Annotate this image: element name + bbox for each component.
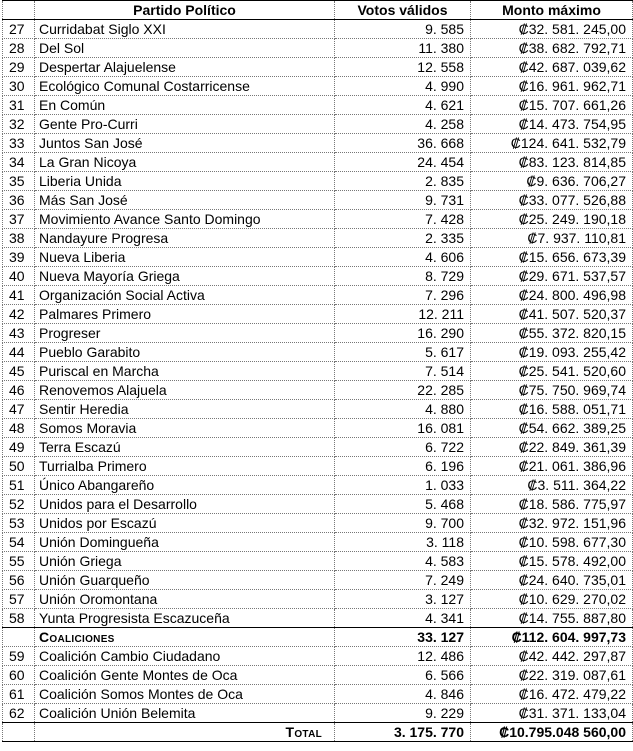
- coalitions-label: Coaliciones: [35, 628, 335, 647]
- party-name-cell: Turrialba Primero: [35, 457, 335, 476]
- amount-cell: ₡124. 641. 532,79: [471, 134, 633, 153]
- table-row: [3, 39, 633, 58]
- votes-cell: 4. 583: [335, 552, 471, 571]
- number-cell: 49: [3, 438, 35, 457]
- number-cell: 32: [3, 115, 35, 134]
- number-cell: 58: [3, 609, 35, 628]
- party-name-cell: Unidos para el Desarrollo: [35, 495, 335, 514]
- party-name-cell: Unión Oromontana: [35, 590, 335, 609]
- party-name-cell: Único Abangareño: [35, 476, 335, 495]
- votes-cell: 4. 341: [335, 609, 471, 628]
- party-name-cell: Coalición Somos Montes de Oca: [35, 685, 335, 704]
- number-cell: 27: [3, 20, 35, 39]
- amount-cell: ₡25. 249. 190,18: [471, 210, 633, 229]
- party-name-cell: Unión Griega: [35, 552, 335, 571]
- party-name-cell: Yunta Progresista Escazuceña: [35, 609, 335, 628]
- party-name-cell: Palmares Primero: [35, 305, 335, 324]
- table-row: [3, 495, 633, 514]
- number-cell: 37: [3, 210, 35, 229]
- number-cell: 43: [3, 324, 35, 343]
- header-votes: Votos válidos: [335, 1, 471, 20]
- party-name-cell: En Común: [35, 96, 335, 115]
- votes-cell: 5. 617: [335, 343, 471, 362]
- number-cell: 62: [3, 704, 35, 723]
- header-amount: Monto máximo: [471, 1, 633, 20]
- party-name-cell: Unión Guarqueño: [35, 571, 335, 590]
- amount-cell: ₡9. 636. 706,27: [471, 172, 633, 191]
- party-name-cell: Unión Domingueña: [35, 533, 335, 552]
- table-row: [3, 685, 633, 704]
- table-row: [3, 438, 633, 457]
- party-name-cell: Nandayure Progresa: [35, 229, 335, 248]
- amount-cell: ₡32. 972. 151,96: [471, 514, 633, 533]
- amount-cell: ₡14. 755. 887,80: [471, 609, 633, 628]
- votes-cell: 16. 290: [335, 324, 471, 343]
- amount-cell: ₡19. 093. 255,42: [471, 343, 633, 362]
- amount-cell: ₡24. 800. 496,98: [471, 286, 633, 305]
- table-row: [3, 400, 633, 419]
- table-row: [3, 362, 633, 381]
- table-row: [3, 305, 633, 324]
- party-name-cell: Movimiento Avance Santo Domingo: [35, 210, 335, 229]
- votes-cell: 12. 558: [335, 58, 471, 77]
- votes-cell: 6. 196: [335, 457, 471, 476]
- number-cell: 28: [3, 39, 35, 58]
- number-cell: 44: [3, 343, 35, 362]
- table-row: [3, 210, 633, 229]
- votes-cell: 9. 585: [335, 20, 471, 39]
- number-cell: 41: [3, 286, 35, 305]
- amount-cell: ₡38. 682. 792,71: [471, 39, 633, 58]
- party-name-cell: Puriscal en Marcha: [35, 362, 335, 381]
- amount-cell: ₡15. 578. 492,00: [471, 552, 633, 571]
- party-name-cell: Sentir Heredia: [35, 400, 335, 419]
- table-row: [3, 609, 633, 628]
- amount-cell: ₡22. 319. 087,61: [471, 666, 633, 685]
- votes-cell: 16. 081: [335, 419, 471, 438]
- table-row: [3, 552, 633, 571]
- votes-cell: 11. 380: [335, 39, 471, 58]
- party-name-cell: Más San José: [35, 191, 335, 210]
- number-cell: 61: [3, 685, 35, 704]
- votes-cell: 24. 454: [335, 153, 471, 172]
- votes-cell: 2. 835: [335, 172, 471, 191]
- votes-cell: 4. 621: [335, 96, 471, 115]
- votes-cell: 6. 722: [335, 438, 471, 457]
- table-row: [3, 419, 633, 438]
- amount-cell: ₡16. 472. 479,22: [471, 685, 633, 704]
- votes-cell: 7. 296: [335, 286, 471, 305]
- party-name-cell: Despertar Alajuelense: [35, 58, 335, 77]
- party-name-cell: Somos Moravia: [35, 419, 335, 438]
- number-cell: 54: [3, 533, 35, 552]
- coalitions-number-cell: [3, 628, 35, 647]
- votes-cell: 2. 335: [335, 229, 471, 248]
- table-row: [3, 514, 633, 533]
- table-row: [3, 647, 633, 666]
- amount-cell: ₡42. 442. 297,87: [471, 647, 633, 666]
- amount-cell: ₡31. 371. 133,04: [471, 704, 633, 723]
- table-row: [3, 571, 633, 590]
- party-name-cell: Renovemos Alajuela: [35, 381, 335, 400]
- number-cell: 42: [3, 305, 35, 324]
- amount-cell: ₡15. 656. 673,39: [471, 248, 633, 267]
- number-cell: 51: [3, 476, 35, 495]
- party-name-cell: La Gran Nicoya: [35, 153, 335, 172]
- amount-cell: ₡75. 750. 969,74: [471, 381, 633, 400]
- amount-cell: ₡25. 541. 520,60: [471, 362, 633, 381]
- table-row: [3, 20, 633, 39]
- header-party: Partido Político: [35, 1, 335, 20]
- table-row: [3, 533, 633, 552]
- votes-cell: 3. 118: [335, 533, 471, 552]
- table-row: [3, 115, 633, 134]
- party-name-cell: Coalición Gente Montes de Oca: [35, 666, 335, 685]
- amount-cell: ₡21. 061. 386,96: [471, 457, 633, 476]
- amount-cell: ₡18. 586. 775,97: [471, 495, 633, 514]
- party-name-cell: Progreser: [35, 324, 335, 343]
- table-row: [3, 267, 633, 286]
- amount-cell: ₡83. 123. 814,85: [471, 153, 633, 172]
- amount-cell: ₡3. 511. 364,22: [471, 476, 633, 495]
- party-name-cell: Terra Escazú: [35, 438, 335, 457]
- table-row: [3, 286, 633, 305]
- votes-cell: 7. 249: [335, 571, 471, 590]
- number-cell: 30: [3, 77, 35, 96]
- amount-cell: ₡29. 671. 537,57: [471, 267, 633, 286]
- number-cell: 55: [3, 552, 35, 571]
- votes-cell: 9. 731: [335, 191, 471, 210]
- table-row: [3, 324, 633, 343]
- table-row: [3, 153, 633, 172]
- party-name-cell: Nueva Liberia: [35, 248, 335, 267]
- amount-cell: ₡10. 629. 270,02: [471, 590, 633, 609]
- table-row: [3, 343, 633, 362]
- number-cell: 33: [3, 134, 35, 153]
- total-row: [3, 723, 633, 742]
- number-cell: 34: [3, 153, 35, 172]
- amount-cell: ₡42. 687. 039,62: [471, 58, 633, 77]
- votes-cell: 12. 211: [335, 305, 471, 324]
- votes-cell: 4. 258: [335, 115, 471, 134]
- number-cell: 36: [3, 191, 35, 210]
- votes-cell: 7. 428: [335, 210, 471, 229]
- number-cell: 53: [3, 514, 35, 533]
- number-cell: 29: [3, 58, 35, 77]
- votes-cell: 9. 700: [335, 514, 471, 533]
- amount-cell: ₡15. 707. 661,26: [471, 96, 633, 115]
- number-cell: 47: [3, 400, 35, 419]
- votes-cell: 3. 127: [335, 590, 471, 609]
- votes-cell: 36. 668: [335, 134, 471, 153]
- amount-cell: ₡32. 581. 245,00: [471, 20, 633, 39]
- party-name-cell: Coalición Unión Belemita: [35, 704, 335, 723]
- header-number: [3, 1, 35, 20]
- amount-cell: ₡54. 662. 389,25: [471, 419, 633, 438]
- party-name-cell: Gente Pro-Curri: [35, 115, 335, 134]
- number-cell: 57: [3, 590, 35, 609]
- party-name-cell: Ecológico Comunal Costarricense: [35, 77, 335, 96]
- amount-cell: ₡16. 588. 051,71: [471, 400, 633, 419]
- number-cell: 31: [3, 96, 35, 115]
- table-row: [3, 457, 633, 476]
- votes-cell: 22. 285: [335, 381, 471, 400]
- number-cell: 60: [3, 666, 35, 685]
- total-votes: 3. 175. 770: [335, 723, 471, 742]
- table-row: [3, 704, 633, 723]
- party-name-cell: Nueva Mayoría Griega: [35, 267, 335, 286]
- table-row: [3, 476, 633, 495]
- party-funding-table: [2, 0, 633, 742]
- table-row: [3, 666, 633, 685]
- party-name-cell: Juntos San José: [35, 134, 335, 153]
- votes-cell: 9. 229: [335, 704, 471, 723]
- party-name-cell: Pueblo Garabito: [35, 343, 335, 362]
- party-name-cell: Curridabat Siglo XXI: [35, 20, 335, 39]
- amount-cell: ₡7. 937. 110,81: [471, 229, 633, 248]
- amount-cell: ₡55. 372. 820,15: [471, 324, 633, 343]
- amount-cell: ₡16. 961. 962,71: [471, 77, 633, 96]
- votes-cell: 12. 486: [335, 647, 471, 666]
- number-cell: 59: [3, 647, 35, 666]
- votes-cell: 4. 990: [335, 77, 471, 96]
- total-amount: ₡10.795.048 560,00: [471, 723, 633, 742]
- table-row: [3, 191, 633, 210]
- amount-cell: ₡24. 640. 735,01: [471, 571, 633, 590]
- table-row: [3, 590, 633, 609]
- votes-cell: 8. 729: [335, 267, 471, 286]
- votes-cell: 7. 514: [335, 362, 471, 381]
- number-cell: 52: [3, 495, 35, 514]
- amount-cell: ₡41. 507. 520,37: [471, 305, 633, 324]
- table-row: [3, 96, 633, 115]
- amount-cell: ₡14. 473. 754,95: [471, 115, 633, 134]
- party-name-cell: Liberia Unida: [35, 172, 335, 191]
- number-cell: 40: [3, 267, 35, 286]
- number-cell: 48: [3, 419, 35, 438]
- party-name-cell: Del Sol: [35, 39, 335, 58]
- table-row: [3, 58, 633, 77]
- votes-cell: 1. 033: [335, 476, 471, 495]
- votes-cell: 5. 468: [335, 495, 471, 514]
- amount-cell: ₡10. 598. 677,30: [471, 533, 633, 552]
- votes-cell: 4. 846: [335, 685, 471, 704]
- table-row: [3, 248, 633, 267]
- amount-cell: ₡33. 077. 526,88: [471, 191, 633, 210]
- votes-cell: 4. 606: [335, 248, 471, 267]
- table-row: [3, 172, 633, 191]
- number-cell: 46: [3, 381, 35, 400]
- number-cell: 45: [3, 362, 35, 381]
- party-name-cell: Unidos por Escazú: [35, 514, 335, 533]
- number-cell: 39: [3, 248, 35, 267]
- table-row: [3, 229, 633, 248]
- votes-cell: 4. 880: [335, 400, 471, 419]
- number-cell: 38: [3, 229, 35, 248]
- total-label: Total: [35, 723, 335, 742]
- table-row: [3, 134, 633, 153]
- amount-cell: ₡22. 849. 361,39: [471, 438, 633, 457]
- coalitions-votes: 33. 127: [335, 628, 471, 647]
- number-cell: 50: [3, 457, 35, 476]
- party-name-cell: Coalición Cambio Ciudadano: [35, 647, 335, 666]
- number-cell: 56: [3, 571, 35, 590]
- coalitions-amount: ₡112. 604. 997,73: [471, 628, 633, 647]
- number-cell: 35: [3, 172, 35, 191]
- party-rows: [3, 20, 633, 742]
- table-row: [3, 77, 633, 96]
- party-name-cell: Organización Social Activa: [35, 286, 335, 305]
- coalitions-subtotal-row: [3, 628, 633, 647]
- votes-cell: 6. 566: [335, 666, 471, 685]
- total-number-cell: [3, 723, 35, 742]
- table-header-row: [3, 1, 633, 20]
- table-row: [3, 381, 633, 400]
